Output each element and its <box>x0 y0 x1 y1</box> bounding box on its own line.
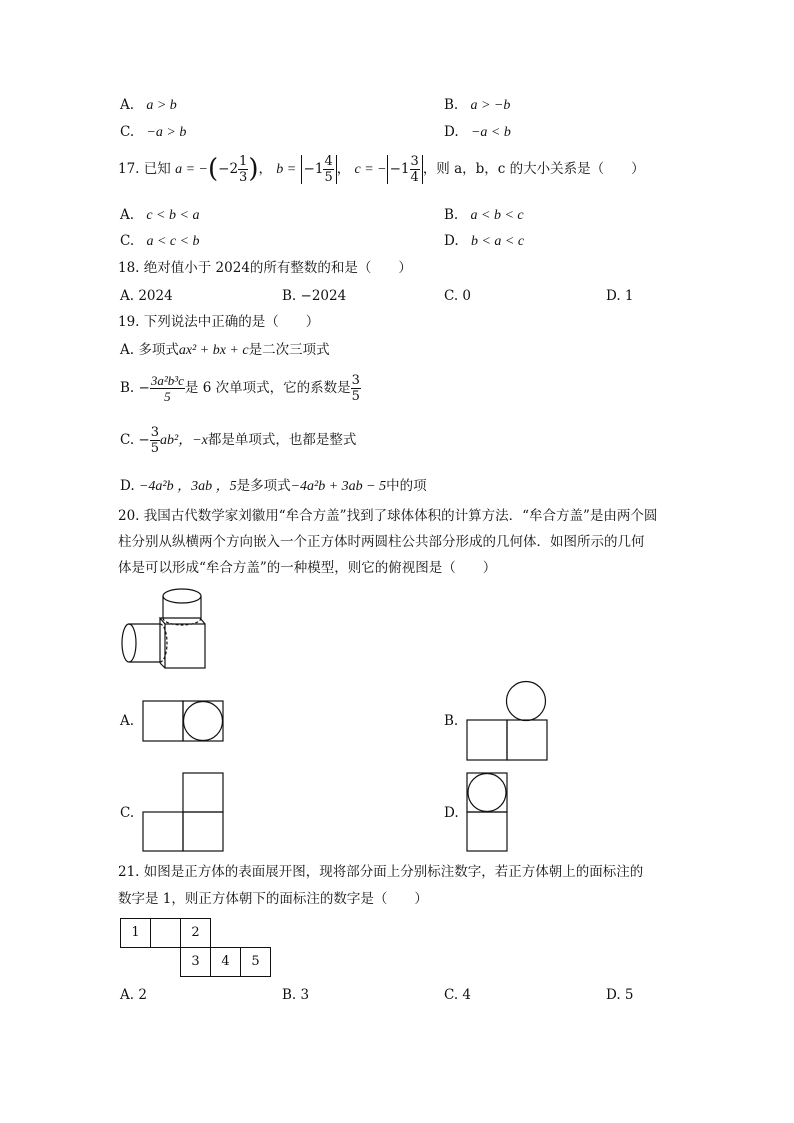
c-whole: −1 <box>389 161 410 178</box>
q19-option-d[interactable] <box>120 478 427 496</box>
option-expr: c < b < a <box>146 208 200 223</box>
numerator: 3 <box>351 373 360 388</box>
net-empty <box>121 948 151 977</box>
option-label: B. <box>444 97 459 113</box>
q19-option-b[interactable] <box>120 374 361 403</box>
q20-option-b-figure[interactable] <box>466 681 548 761</box>
cylinder-top-ellipse <box>163 589 201 603</box>
numerator: 3 <box>410 154 419 170</box>
q18-option-b[interactable]: B. −2024 <box>282 288 347 304</box>
option-expr: a < b < c <box>470 208 524 223</box>
q21-line2: 数字是 1，则正方体朝下的面标注的数字是（ ） <box>118 891 428 907</box>
q20-option-b-label[interactable]: B. <box>444 713 459 729</box>
option-mid: 是 6 次单项式，它的系数是 <box>184 380 351 396</box>
a-fraction <box>238 155 248 184</box>
net-cell: 4 <box>211 948 241 977</box>
q17-stem: 17. 已知 a = −(−2 $\frac{1}{3}$ )， b = −1 $\frac{4}{5}$ ， c = − −1 $\frac{3}{4}$ ，则 a，b，c 的大小关系是（ ） <box>118 154 645 186</box>
net-cell: 3 <box>181 948 211 977</box>
denominator: 4 <box>410 170 419 186</box>
option-expr: a > b <box>146 98 177 113</box>
q20-option-c-figure[interactable] <box>142 772 224 852</box>
option-expr: ab²，−x <box>160 433 208 448</box>
left-paren: ( <box>207 154 219 184</box>
option-expr: a < c < b <box>146 234 200 249</box>
q20-option-d-figure[interactable] <box>466 772 510 852</box>
numerator: 1 <box>239 154 248 170</box>
net-row <box>121 948 271 977</box>
b-fraction <box>323 155 333 184</box>
q20-option-a-label[interactable]: A. <box>120 713 135 729</box>
coef-fraction <box>351 374 361 403</box>
net-cell: 1 <box>121 919 151 948</box>
q17-option-a[interactable] <box>120 207 199 225</box>
option-text: A. 多项式 <box>120 342 179 358</box>
q20-option-c-label[interactable]: C. <box>120 805 135 821</box>
option-label: C. − <box>120 432 150 448</box>
net-cell: 2 <box>181 919 211 948</box>
option-expr: −a > b <box>146 125 187 140</box>
net-cell: 5 <box>241 948 271 977</box>
q19-option-c[interactable] <box>120 426 356 455</box>
hcylinder-hidden-end <box>160 624 167 662</box>
q18-option-c[interactable]: C. 0 <box>444 288 472 304</box>
option-label: B. <box>444 207 459 223</box>
right-paren: ) <box>248 154 259 184</box>
c-abs <box>387 155 423 184</box>
q17-option-d[interactable] <box>444 233 524 251</box>
q20-option-d-label[interactable]: D. <box>444 805 459 821</box>
stem-suffix: ，则 a，b，c 的大小关系是（ ） <box>422 161 645 178</box>
q18-option-d[interactable]: D. 1 <box>606 288 634 304</box>
b-abs <box>301 155 337 184</box>
option-label: C. <box>120 233 135 249</box>
option-label: B. − <box>120 380 150 396</box>
a-whole: −2 <box>218 161 239 178</box>
denominator: 5 <box>351 389 360 404</box>
denominator: 5 <box>164 389 171 404</box>
q21-line1: 21. 如图是正方体的表面展开图，现将部分面上分别标注数字，若正方体朝上的面标注的 <box>118 864 644 880</box>
net-empty <box>151 948 181 977</box>
cube-bottom-edge <box>160 663 165 668</box>
option-label: A. <box>120 97 135 113</box>
q21-option-b[interactable]: B. 3 <box>282 987 310 1003</box>
q19-option-a[interactable] <box>120 342 330 360</box>
b-fraction <box>150 374 185 403</box>
option-label: A. <box>120 207 135 223</box>
q18-option-a[interactable]: A. 2024 <box>120 288 173 304</box>
q17-option-c[interactable] <box>120 233 200 251</box>
option-label: D. <box>444 233 459 249</box>
option-expr: ax² + bx + c <box>178 343 249 358</box>
cube-front <box>165 624 205 668</box>
q21-cube-net <box>120 918 271 977</box>
option-label: D. <box>444 124 459 140</box>
net-empty <box>241 919 271 948</box>
question-number: 17. <box>118 161 140 178</box>
q19-stem: 19. 下列说法中正确的是（ ） <box>118 314 320 330</box>
q16-option-c[interactable] <box>120 124 186 142</box>
numerator: 3 <box>150 425 160 440</box>
cube-net-table <box>120 918 271 977</box>
q21-option-d[interactable]: D. 5 <box>606 987 634 1003</box>
c-prefix: c = − <box>354 162 387 178</box>
option-expr: b < a < c <box>470 234 525 249</box>
q20-line1: 20. 我国古代数学家刘徽用“牟合方盖”找到了球体体积的计算方法．“牟合方盖”是由两个圆 <box>118 508 658 524</box>
q18-stem: 18. 绝对值小于 2024的所有整数的和是（ ） <box>118 260 412 276</box>
q16-option-b[interactable] <box>444 97 510 115</box>
net-cell <box>151 919 181 948</box>
option-poly: −4a²b + 3ab − 5 <box>290 479 387 494</box>
a-prefix: a = − <box>175 162 208 178</box>
q21-option-a[interactable]: A. 2 <box>120 987 147 1003</box>
q16-option-a[interactable] <box>120 97 177 115</box>
cube-top <box>160 618 205 624</box>
q20-option-a-figure[interactable] <box>142 700 224 742</box>
q20-line2: 柱分别从纵横两个方向嵌入一个正方体时两圆柱公共部分形成的几何体．如图所示的几何 <box>118 534 645 550</box>
q20-line3: 体是可以形成“牟合方盖”的一种模型，则它的俯视图是（ ） <box>118 560 497 576</box>
option-tail: 中的项 <box>386 478 427 494</box>
option-label: D. <box>120 478 135 494</box>
b-whole: −1 <box>303 161 324 178</box>
c-fraction <box>150 426 160 455</box>
option-expr: a > −b <box>470 98 511 113</box>
option-label: C. <box>120 124 135 140</box>
net-row <box>121 919 271 948</box>
numerator: 4 <box>324 154 333 170</box>
option-tail: 都是单项式，也都是整式 <box>207 432 357 448</box>
numerator: 3a²b³c <box>150 373 184 388</box>
denominator: 5 <box>324 170 333 186</box>
stem-prefix: 已知 <box>143 161 171 178</box>
denominator: 3 <box>239 170 248 186</box>
q16-option-d[interactable] <box>444 124 511 142</box>
q20-model-figure <box>118 585 218 675</box>
option-mid: 是多项式 <box>236 478 291 494</box>
q21-option-c[interactable]: C. 4 <box>444 987 472 1003</box>
net-empty <box>211 919 241 948</box>
hcylinder-end-ellipse <box>122 624 136 662</box>
option-expr: −4a²b ，3ab ，5 <box>138 479 237 494</box>
c-fraction <box>410 155 420 184</box>
q17-option-b[interactable] <box>444 207 524 225</box>
b-prefix: b = <box>276 162 297 178</box>
denominator: 5 <box>150 441 160 456</box>
option-expr: −a < b <box>470 125 511 140</box>
option-tail: 是二次三项式 <box>248 342 330 358</box>
